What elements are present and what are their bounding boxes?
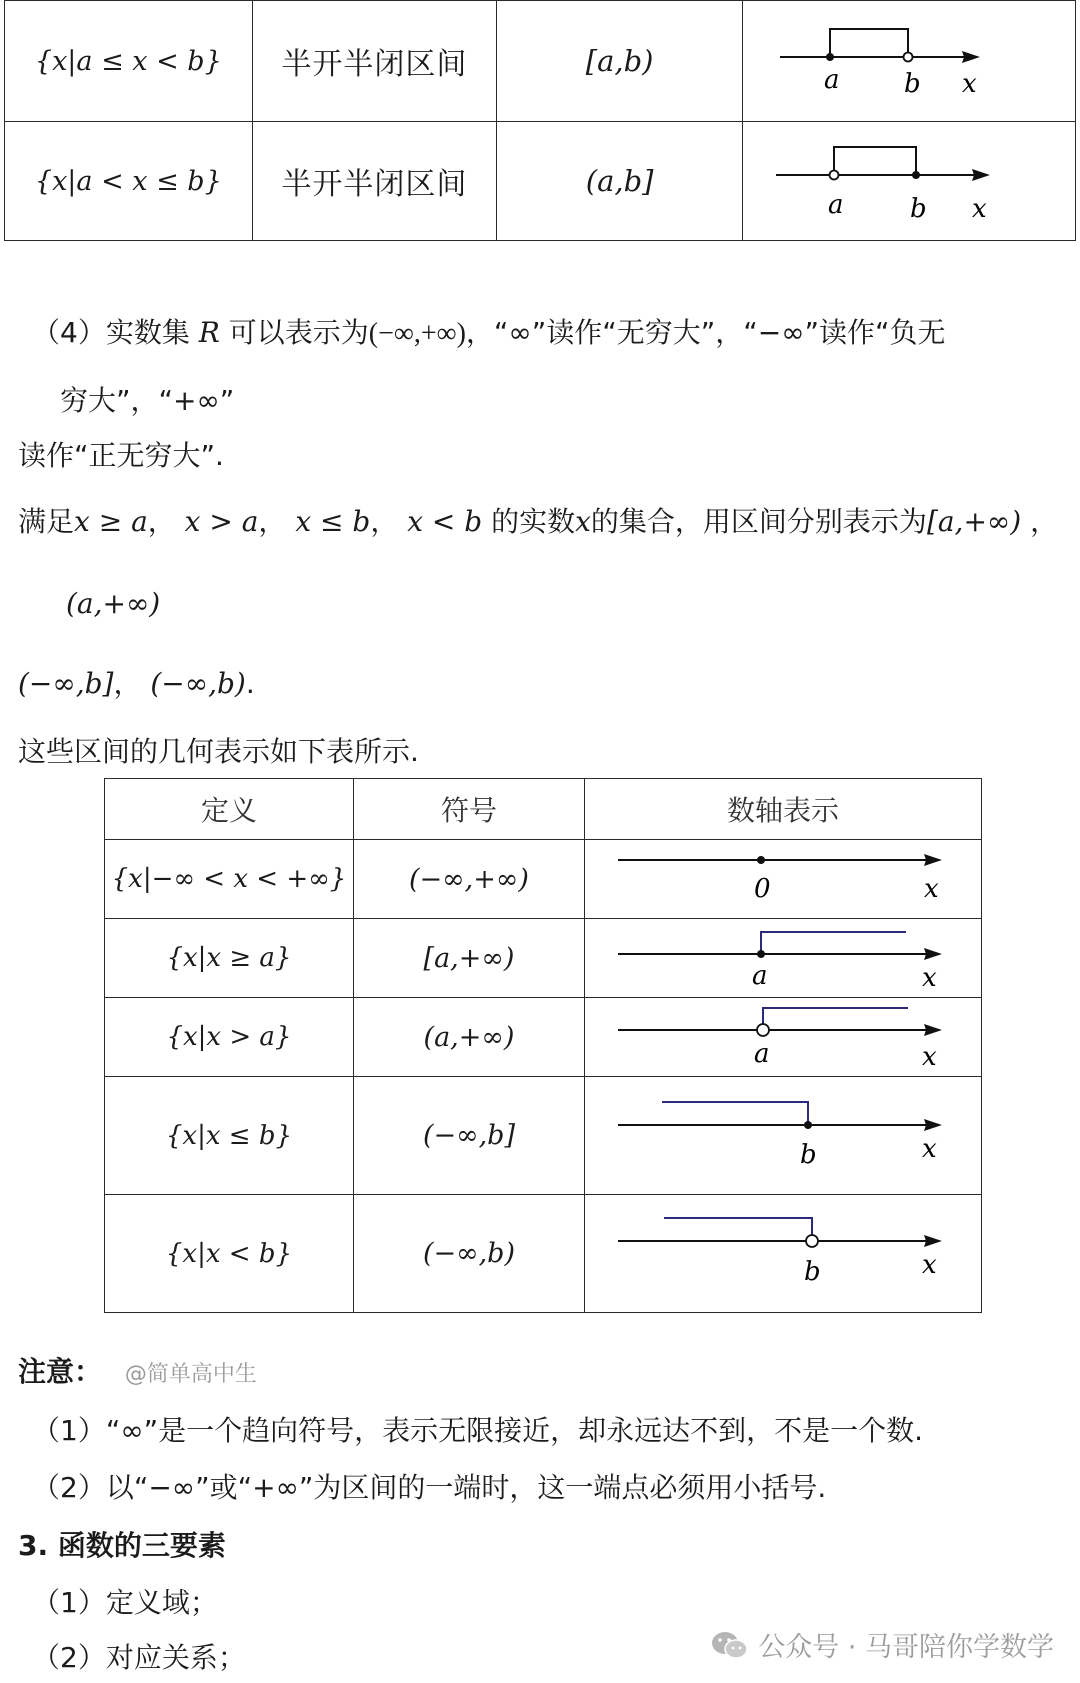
number-line [744,2,1074,120]
var-R: R [198,316,220,349]
author-handle: @简单高中生 [124,1362,257,1387]
closed-point [757,950,765,958]
watermark [710,1625,1054,1664]
number-line [586,999,980,1075]
label-a: a [752,961,768,991]
paragraph-4-line3: 读作“正无穷大”. [18,439,224,472]
table-row [5,1,1076,122]
text: ，“∞”读作“无穷大”，“−∞”读作“负无 [465,316,946,349]
origin-point [757,856,765,864]
interval-bracket [664,1218,812,1235]
interval-bracket [761,932,906,954]
interval-table-geometric [104,778,982,1313]
name-cell: 半开半闭区间 [252,1,497,122]
interval-bracket [834,147,916,175]
header-number-line: 数轴表示 [585,779,982,840]
label-x: x [924,874,939,904]
symbol-cell: [a,b) [497,1,743,122]
cond-1: x ≥ a [74,505,148,538]
interval-bracket [662,1102,808,1125]
set-cell: {x|−∞ < x < +∞} [105,840,354,919]
table-row [105,919,982,998]
axis-arrow [972,169,990,181]
interval-table-top [4,0,1076,241]
open-point [830,171,839,180]
interval-all: (−∞,+∞) [368,318,466,349]
watermark-text: 公众号 · 马哥陪你学数学 [758,1632,1054,1663]
axis-arrow [924,1119,942,1131]
note-1: （1）“∞”是一个趋向符号，表示无限接近，却永远达不到，不是一个数. [32,1414,924,1447]
set-cell: {x|x > a} [105,998,354,1077]
label-a: a [824,65,840,95]
table-row [105,1077,982,1195]
wechat-icon [710,1629,750,1661]
symbol-cell: (a,b] [497,122,743,241]
axis-arrow [924,1024,942,1036]
number-line [744,123,1074,239]
label-x: x [922,1042,937,1072]
name-cell: 半开半闭区间 [252,122,497,241]
interval-2: (a,+∞) [66,587,161,620]
table-row [5,122,1076,241]
symbol-cell: (a,+∞) [353,998,584,1077]
paragraph-4-line2: 穷大”，“+∞” [60,384,235,417]
axis-arrow [924,1235,942,1247]
symbol-cell: (−∞,b) [353,1195,584,1313]
number-line-cell [585,840,982,919]
paragraph-4-line1 [32,313,946,354]
number-line [586,1078,980,1193]
number-line-cell [585,1195,982,1313]
label-origin: 0 [754,874,771,904]
closed-point [912,171,920,179]
table-row [105,998,982,1077]
var-x: x [575,505,591,538]
note-heading [18,1352,257,1395]
open-point [806,1235,818,1247]
number-line-cell [585,998,982,1077]
cond-4: x < b [407,505,483,538]
interval-bracket [830,29,908,57]
number-line-cell [585,919,982,998]
axis-arrow [962,51,980,63]
table-header-row [105,779,982,840]
set-cell: {x|x < b} [105,1195,354,1313]
number-line [586,1196,980,1311]
label-b: b [904,69,921,99]
note-title: 注意： [18,1355,103,1388]
symbol-cell: [a,+∞) [353,919,584,998]
set-cell: {x|a ≤ x < b} [5,1,253,122]
text: 可以表示为 [228,316,369,349]
number-line [586,920,980,996]
text: 的集合，用区间分别表示为 [590,505,927,538]
number-line-cell [585,1077,982,1195]
label-a: a [828,190,844,220]
text: （4）实数集 [32,316,190,349]
set-cell: {x|x ≥ a} [105,919,354,998]
note-2: （2）以“−∞”或“+∞”为区间的一端时，这一端点必须用小括号. [32,1471,827,1504]
symbol-cell: (−∞,b] [353,1077,584,1195]
symbol-cell: (−∞,+∞) [353,840,584,919]
interval-3: (−∞,b] [18,667,114,700]
label-x: x [962,69,977,99]
interval-1: [a,+∞) [926,505,1022,538]
cond-3: x ≤ b [295,505,371,538]
label-b: b [804,1257,821,1287]
interval-4: (−∞,b) [150,667,246,700]
label-x: x [922,1250,937,1280]
number-line [586,841,980,917]
set-cell: {x|x ≤ b} [105,1077,354,1195]
header-symbol: 符号 [353,779,584,840]
section-3-item-1: （1）定义域； [32,1586,218,1619]
closed-point [804,1121,812,1129]
number-line-cell [743,1,1076,122]
number-line-cell [743,122,1076,241]
closed-point [826,53,834,61]
text: 的实数 [491,505,576,538]
cond-2: x > a [184,505,259,538]
set-cell: {x|a < x ≤ b} [5,122,253,241]
open-point [757,1024,769,1036]
label-x: x [972,194,987,224]
label-a: a [754,1039,770,1069]
header-definition: 定义 [105,779,354,840]
section-3-item-2: （2）对应关系； [32,1641,246,1674]
paragraph-6: 这些区间的几何表示如下表所示. [18,735,419,768]
label-b: b [910,194,927,224]
axis-arrow [924,854,942,866]
label-x: x [922,963,937,993]
open-point [904,53,913,62]
paragraph-5-line3: (−∞,b]， (−∞,b). [18,667,255,700]
section-3-title: 3. 函数的三要素 [18,1529,226,1562]
paragraph-5-line1: 满足x ≥ a， x > a， x ≤ b， x < b 的实数x的集合，用区间分别表示为[a,+∞) ， [18,505,1059,538]
table-row [105,840,982,919]
text: 满足 [18,505,75,538]
label-b: b [800,1140,817,1170]
axis-arrow [924,948,942,960]
table-row [105,1195,982,1313]
interval-bracket [763,1008,908,1024]
label-x: x [922,1134,937,1164]
